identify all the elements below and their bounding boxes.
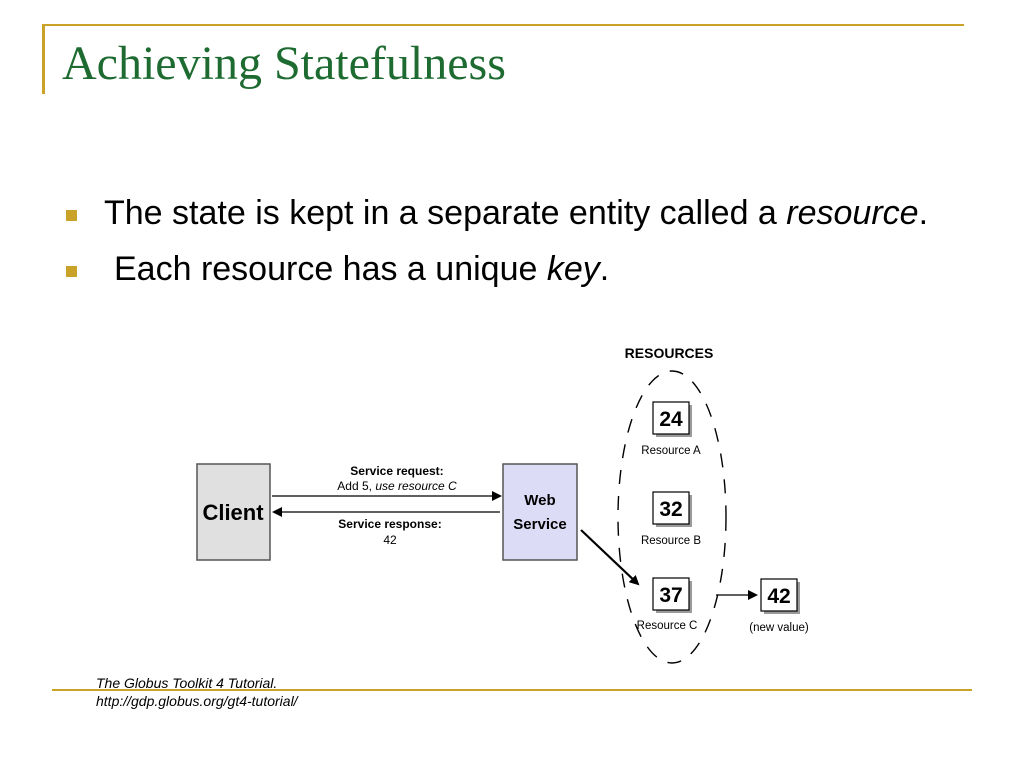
source-caption xyxy=(96,674,298,710)
caption-line-title: The Globus Toolkit 4 Tutorial. xyxy=(96,675,278,691)
service-to-resource-c-arrow xyxy=(581,530,638,584)
bullet-emphasis: resource xyxy=(786,194,919,232)
web-service-label-line1: Web xyxy=(524,492,556,509)
resource-c-label: Resource C xyxy=(636,620,698,632)
bullet-punctuation: . xyxy=(599,250,610,288)
resource-a-label: Resource A xyxy=(641,445,701,457)
resource-a-value: 24 xyxy=(659,408,683,431)
client-label: Client xyxy=(202,500,264,525)
bullet-punctuation: . xyxy=(918,194,929,232)
resource-b-value: 32 xyxy=(659,498,683,521)
new-value-number: 42 xyxy=(767,585,791,608)
new-value-label: (new value) xyxy=(749,622,809,634)
resource-c-value: 37 xyxy=(659,584,683,607)
request-detail-emphasis: use resource C xyxy=(375,479,457,493)
service-response-value: 42 xyxy=(383,533,397,547)
resources-heading: RESOURCES xyxy=(624,345,714,361)
bullet-text: The state is kept in a separate entity called a xyxy=(104,194,787,232)
request-detail-prefix: Add 5, xyxy=(337,479,376,493)
service-request-detail xyxy=(337,479,457,493)
service-request-label: Service request: xyxy=(350,464,444,478)
web-service-box xyxy=(503,464,577,560)
bullet-emphasis: key xyxy=(546,250,600,288)
bullet-text: Each resource has a unique xyxy=(114,250,547,288)
web-service-label-line2: Service xyxy=(513,516,567,533)
caption-line-url: http://gdp.globus.org/gt4-tutorial/ xyxy=(96,693,298,709)
service-response-label: Service response: xyxy=(338,517,442,531)
slide-title: Achieving Statefulness xyxy=(62,37,506,90)
resource-b-label: Resource B xyxy=(640,535,702,547)
